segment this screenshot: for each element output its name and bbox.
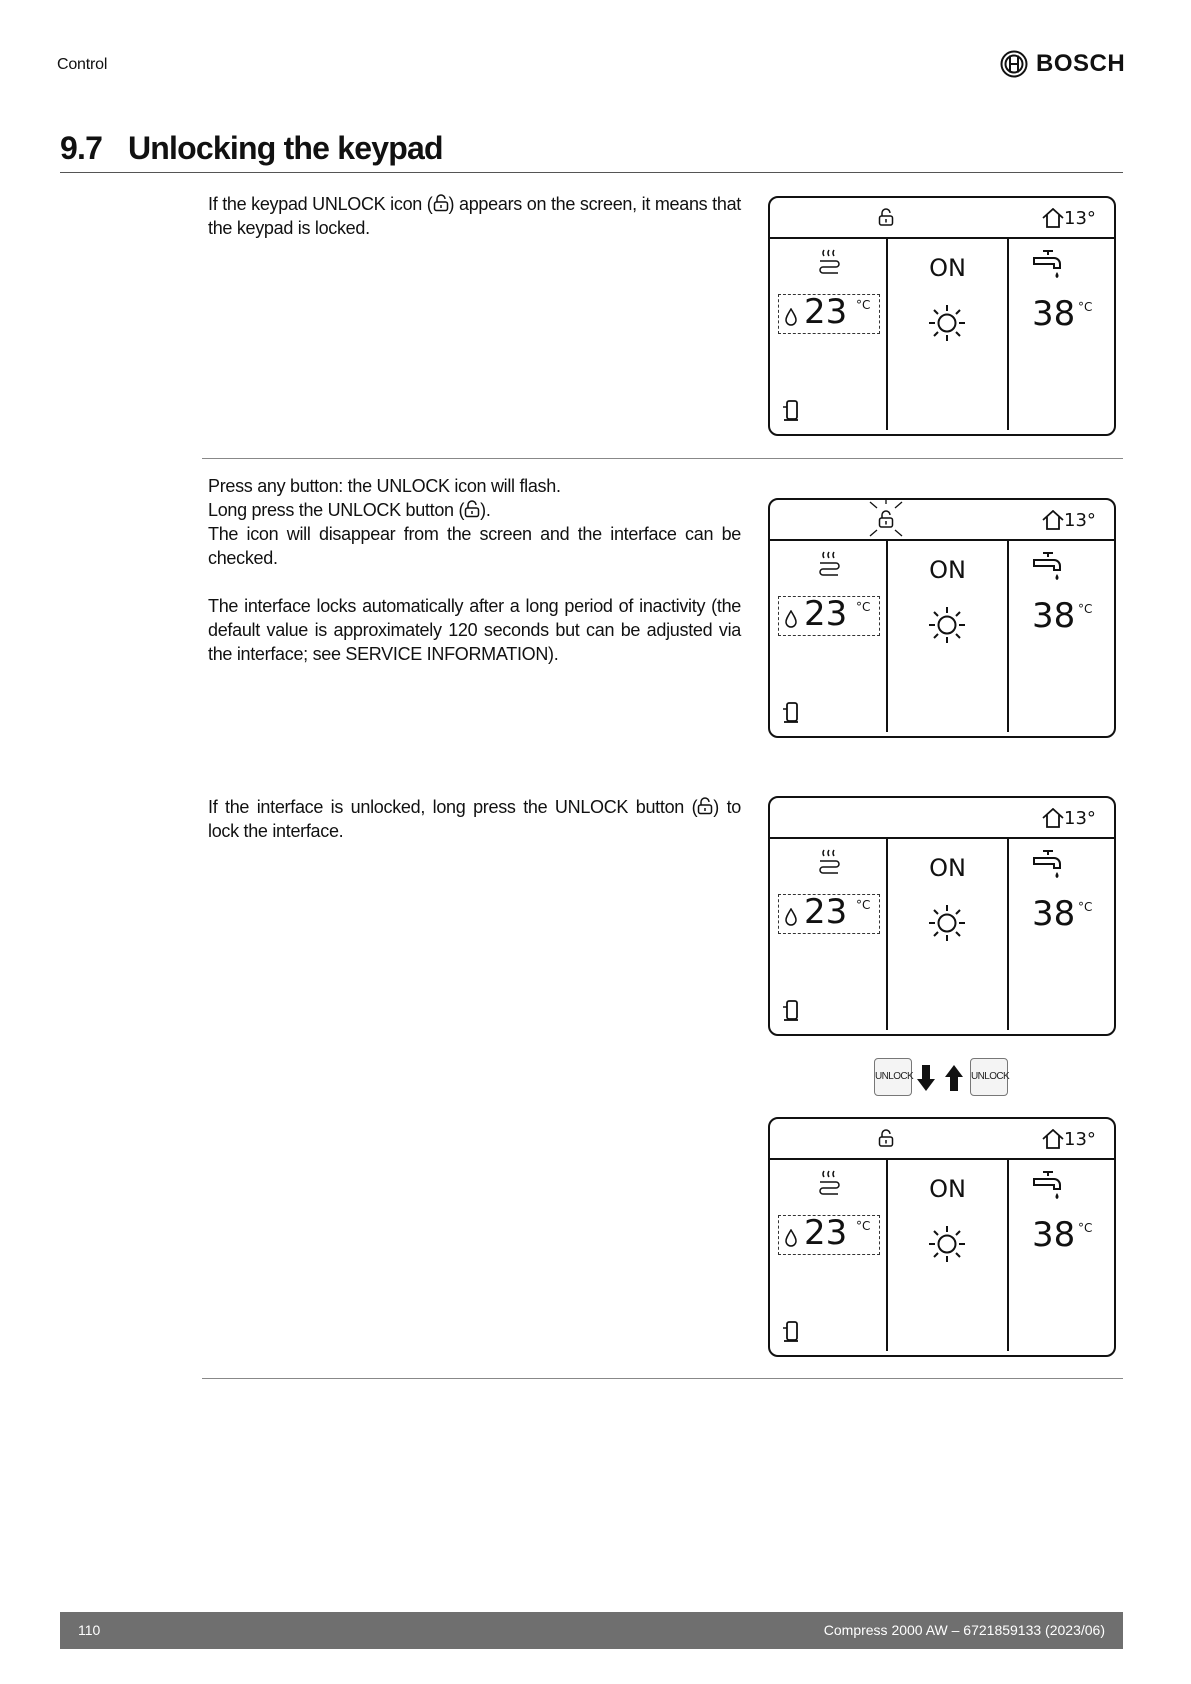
chapter-number: 9.7 <box>60 130 103 166</box>
unlock-icon <box>697 797 713 815</box>
room-temperature-unit: °C <box>856 898 871 912</box>
tap-icon <box>1032 1169 1064 1203</box>
heading-rule <box>60 172 1123 173</box>
house-icon <box>1042 808 1064 828</box>
block-1-part-a: If the keypad UNLOCK icon ( <box>208 194 433 214</box>
sun-icon <box>928 304 966 342</box>
outdoor-temperature: 13° <box>1064 1129 1096 1150</box>
drop-icon <box>785 1229 797 1247</box>
block-2-line-1: Press any button: the UNLOCK icon will flash. <box>208 476 561 496</box>
floor-heating-icon <box>818 248 840 274</box>
mode-status: ON <box>929 254 966 282</box>
sun-icon <box>928 1225 966 1263</box>
floor-heating-icon <box>818 848 840 874</box>
room-temperature-unit: °C <box>856 298 871 312</box>
brand-name: BOSCH <box>1036 50 1126 77</box>
arrow-down-icon <box>916 1064 936 1092</box>
room-temperature: 23 <box>804 594 848 634</box>
tank-icon <box>782 398 800 422</box>
floor-heating-icon <box>818 550 840 576</box>
chapter-title: Unlocking the keypad <box>128 130 443 166</box>
room-temperature: 23 <box>804 292 848 332</box>
hot-water-temperature: 38 <box>1032 894 1076 934</box>
unlock-key[interactable]: UNLOCK <box>874 1058 912 1096</box>
room-temperature: 23 <box>804 1213 848 1253</box>
hot-water-temperature-unit: °C <box>1078 900 1093 914</box>
mode-status: ON <box>929 1175 966 1203</box>
display-screen-flashing <box>768 498 1116 738</box>
unlock-icon <box>878 1129 894 1148</box>
hot-water-temperature-unit: °C <box>1078 1221 1093 1235</box>
block-3-part-b: ) to lock the interface. <box>208 797 742 841</box>
block-2-line-3: The icon will disappear from the screen and the interface can be checked. <box>208 524 741 568</box>
display-screen-locked <box>768 196 1116 436</box>
block-2-line-2a: Long press the UNLOCK button ( <box>208 500 465 520</box>
tank-icon <box>782 998 800 1022</box>
house-icon <box>1042 208 1064 228</box>
house-icon <box>1042 510 1064 530</box>
block-3-part-a: If the interface is unlocked, long press the UNLOCK button ( <box>208 797 698 817</box>
display-screen-relocked <box>768 1117 1116 1357</box>
unlock-icon <box>464 500 480 518</box>
mode-status: ON <box>929 854 966 882</box>
house-icon <box>1042 1129 1064 1149</box>
drop-icon <box>785 308 797 326</box>
room-temperature-unit: °C <box>856 600 871 614</box>
block-2-line-4: The interface locks automatically after a long period of inactivity (the default value is approximately 120 seconds but can be adjusted via the interface; see SERVICE INFORMATION). <box>208 596 741 664</box>
sun-icon <box>928 606 966 644</box>
tap-icon <box>1032 848 1064 882</box>
page-number: 110 <box>78 1622 101 1638</box>
room-temperature-unit: °C <box>856 1219 871 1233</box>
unlock-icon <box>878 208 894 227</box>
hot-water-temperature: 38 <box>1032 1215 1076 1255</box>
hot-water-temperature-unit: °C <box>1078 300 1093 314</box>
floor-heating-icon <box>818 1169 840 1195</box>
tap-icon <box>1032 248 1064 282</box>
bosch-logo-icon <box>1000 50 1028 78</box>
mode-status: ON <box>929 556 966 584</box>
drop-icon <box>785 610 797 628</box>
block-3-text <box>208 795 741 843</box>
block-1-part-b: ) appears on the screen, it means that the keypad is locked. <box>208 194 741 238</box>
arrow-up-icon <box>944 1064 964 1092</box>
unlock-key[interactable]: UNLOCK <box>970 1058 1008 1096</box>
room-temperature: 23 <box>804 892 848 932</box>
tap-icon <box>1032 550 1064 584</box>
unlock-icon <box>878 510 894 529</box>
outdoor-temperature: 13° <box>1064 208 1096 229</box>
hot-water-temperature-unit: °C <box>1078 602 1093 616</box>
hot-water-temperature: 38 <box>1032 294 1076 334</box>
chapter-heading <box>60 130 443 167</box>
outdoor-temperature: 13° <box>1064 510 1096 531</box>
hot-water-temperature: 38 <box>1032 596 1076 636</box>
block-2-line-2b: ). <box>480 500 491 520</box>
section-divider <box>202 1378 1123 1379</box>
block-1-text <box>208 192 741 240</box>
display-screen-unlocked <box>768 796 1116 1036</box>
tank-icon <box>782 700 800 724</box>
unlock-icon <box>433 194 449 212</box>
header-section-title: Control <box>57 56 108 73</box>
drop-icon <box>785 908 797 926</box>
block-2-text <box>208 474 741 666</box>
section-divider <box>202 458 1123 459</box>
sun-icon <box>928 904 966 942</box>
page-footer <box>60 1612 1123 1649</box>
brand <box>1000 50 1125 78</box>
outdoor-temperature: 13° <box>1064 808 1096 829</box>
document-reference: Compress 2000 AW – 6721859133 (2023/06) <box>823 1622 1105 1638</box>
tank-icon <box>782 1319 800 1343</box>
